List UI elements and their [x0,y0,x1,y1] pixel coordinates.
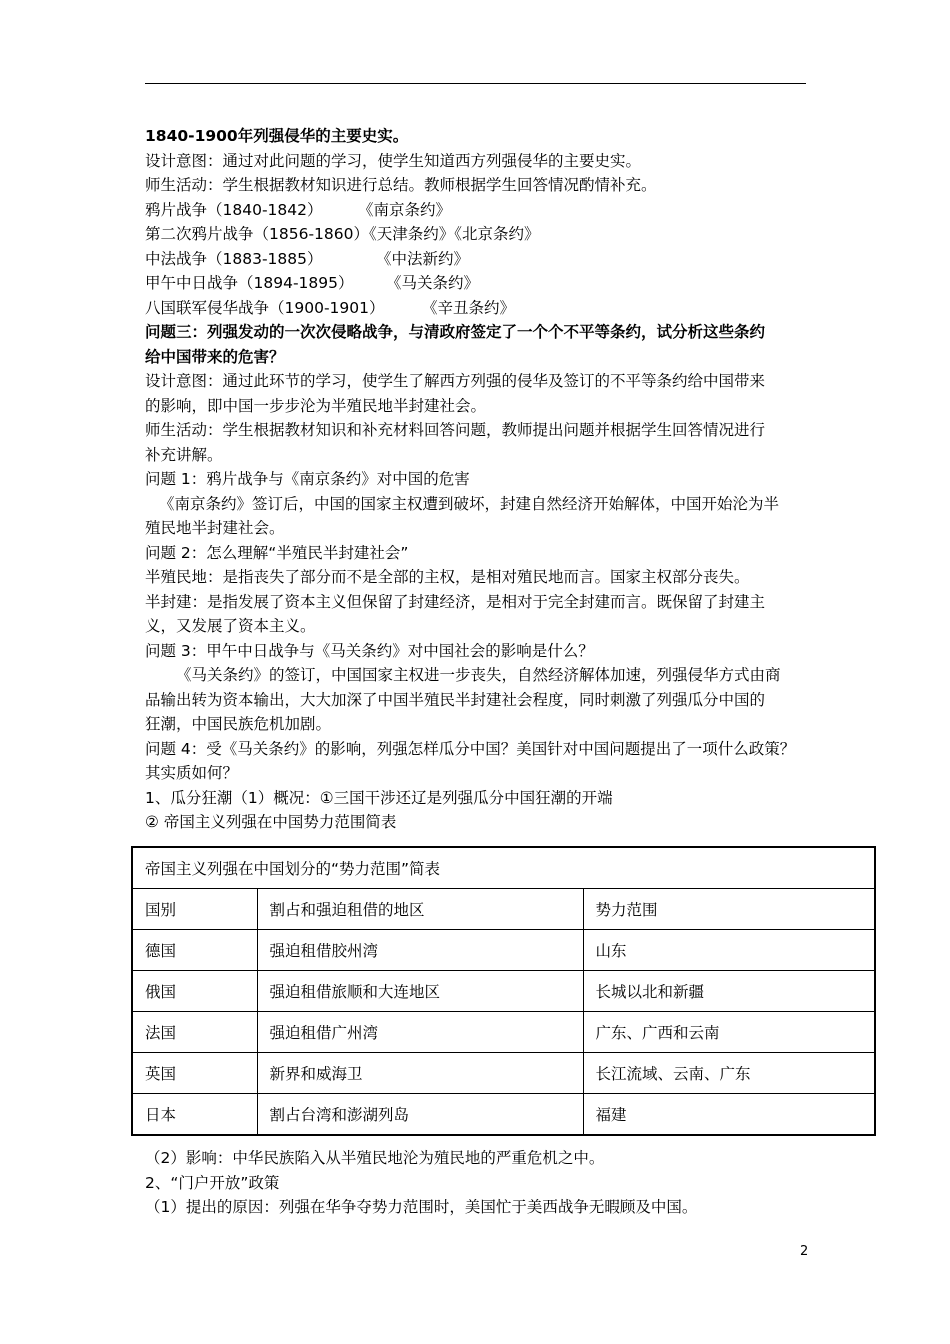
table-title: 帝国主义列强在中国划分的“势力范围”简表 [132,847,875,889]
impact: （2）影响：中华民族陷入从半殖民地沦为殖民地的严重危机之中。 [145,1149,605,1167]
table-cell: 俄国 [132,971,257,1012]
spheres-of-influence-table [131,846,876,1136]
sub-question-1: 问题 1：鸦片战争与《南京条约》对中国的危害 [145,470,470,488]
war-item [145,296,825,321]
open-door-reason: （1）提出的原因：列强在华争夺势力范围时，美国忙于美西战争无暇顾及中国。 [145,1198,698,1216]
treaty-name: 《南京条约》 [358,200,452,219]
treaty-name: 《天津条约》《北京条约》 [369,225,540,243]
table-cell: 日本 [132,1094,257,1136]
table-cell: 割占台湾和澎湖列岛 [257,1094,583,1136]
table-cell: 强迫租借胶州湾 [257,930,583,971]
table-cell: 福建 [583,1094,875,1136]
table-cell: 强迫租借广州湾 [257,1012,583,1053]
column-header: 势力范围 [583,889,875,930]
war-name: 甲午中日战争（1894-1895） [145,274,354,292]
answer-3-cont: 狂潮，中国民族危机加剧。 [145,715,332,733]
table-row [132,971,875,1012]
page-body-after-table [145,1146,825,1220]
answer-2a: 半殖民地：是指丧失了部分而不是全部的主权，是相对殖民地而言。国家主权部分丧失。 [145,568,750,586]
war-item [145,198,825,223]
table-cell: 德国 [132,930,257,971]
page-number: 2 [800,1244,809,1259]
column-header: 国别 [132,889,257,930]
section-heading: 1840-1900年列强侵华的主要史实。 [145,127,409,145]
answer-2b: 半封建：是指发展了资本主义但保留了封建经济，是相对于完全封建而言。既保留了封建主 [145,592,766,611]
war-name: 中法战争（1883-1885） [145,249,323,268]
open-door-policy-heading: 2、“门户开放”政策 [145,1173,280,1192]
treaty-name: 《辛丑条约》 [422,298,516,317]
table-cell: 强迫租借旅顺和大连地区 [257,971,583,1012]
treaty-name: 《马关条约》 [386,274,480,292]
sub-question-2: 问题 2：怎么理解“半殖民半封建社会” [145,543,409,562]
question-three: 问题三：列强发动的一次次侵略战争，与清政府签定了一个个不平等条约，试分析这些条约 [145,323,766,341]
table-cell: 长江流域、云南、广东 [583,1053,875,1094]
answer-1-cont: 殖民地半封建社会。 [145,519,285,537]
header-rule [145,83,806,84]
answer-3: 《马关条约》的签订，中国国家主权进一步丧失，自然经济解体加速，列强侵华方式由商 [176,666,781,684]
teacher-student-activity: 师生活动：学生根据教材知识进行总结。教师根据学生回答情况酌情补充。 [145,176,657,194]
design-intent: 设计意图：通过对此问题的学习，使学生知道西方列强侵华的主要史实。 [145,151,642,170]
partition-overview: 1、瓜分狂潮（1）概况：①三国干涉还辽是列强瓜分中国狂潮的开端 [145,788,613,807]
table-title-row [132,847,875,889]
sub-question-4: 问题 4：受《马关条约》的影响，列强怎样瓜分中国？美国针对中国问题提出了一项什么政策？ [145,739,796,758]
war-item [145,271,825,296]
table-row [132,1012,875,1053]
column-header: 割占和强迫租借的地区 [257,889,583,930]
war-item [145,222,825,247]
design-intent-2: 设计意图：通过此环节的学习，使学生了解西方列强的侵华及签订的不平等条约给中国带来 [145,372,766,390]
table-cell: 法国 [132,1012,257,1053]
war-name: 第二次鸦片战争（1856-1860） [145,225,369,243]
answer-3-cont: 品输出转为资本输出，大大加深了中国半殖民半封建社会程度，同时刺激了列强瓜分中国的 [145,690,766,709]
answer-1: 《南京条约》签订后，中国的国家主权遭到破坏，封建自然经济开始解体，中国开始沦为半 [159,494,780,513]
answer-2b-cont: 义，又发展了资本主义。 [145,617,316,635]
table-header-row [132,889,875,930]
sub-question-3: 问题 3：甲午中日战争与《马关条约》对中国社会的影响是什么？ [145,641,594,660]
table-row [132,1053,875,1094]
war-name: 八国联军侵华战争（1900-1901） [145,298,385,317]
war-name: 鸦片战争（1840-1842） [145,200,323,219]
design-intent-2-cont: 的影响，即中国一步步沦为半殖民地半封建社会。 [145,396,487,415]
activity-2: 师生活动：学生根据教材知识和补充材料回答问题，教师提出问题并根据学生回答情况进行 [145,421,766,439]
question-three-cont: 给中国带来的危害？ [145,347,285,366]
treaty-name: 《中法新约》 [376,249,470,268]
table-row [132,930,875,971]
page-body [145,124,825,835]
table-row [132,1094,875,1136]
table-cell: 山东 [583,930,875,971]
war-item [145,247,825,272]
table-caption: ② 帝国主义列强在中国势力范围简表 [145,813,397,831]
sub-question-4-cont: 其实质如何？ [145,764,239,782]
table-cell: 新界和威海卫 [257,1053,583,1094]
table-cell: 广东、广西和云南 [583,1012,875,1053]
table-cell: 长城以北和新疆 [583,971,875,1012]
table-cell: 英国 [132,1053,257,1094]
activity-2-cont: 补充讲解。 [145,445,223,464]
